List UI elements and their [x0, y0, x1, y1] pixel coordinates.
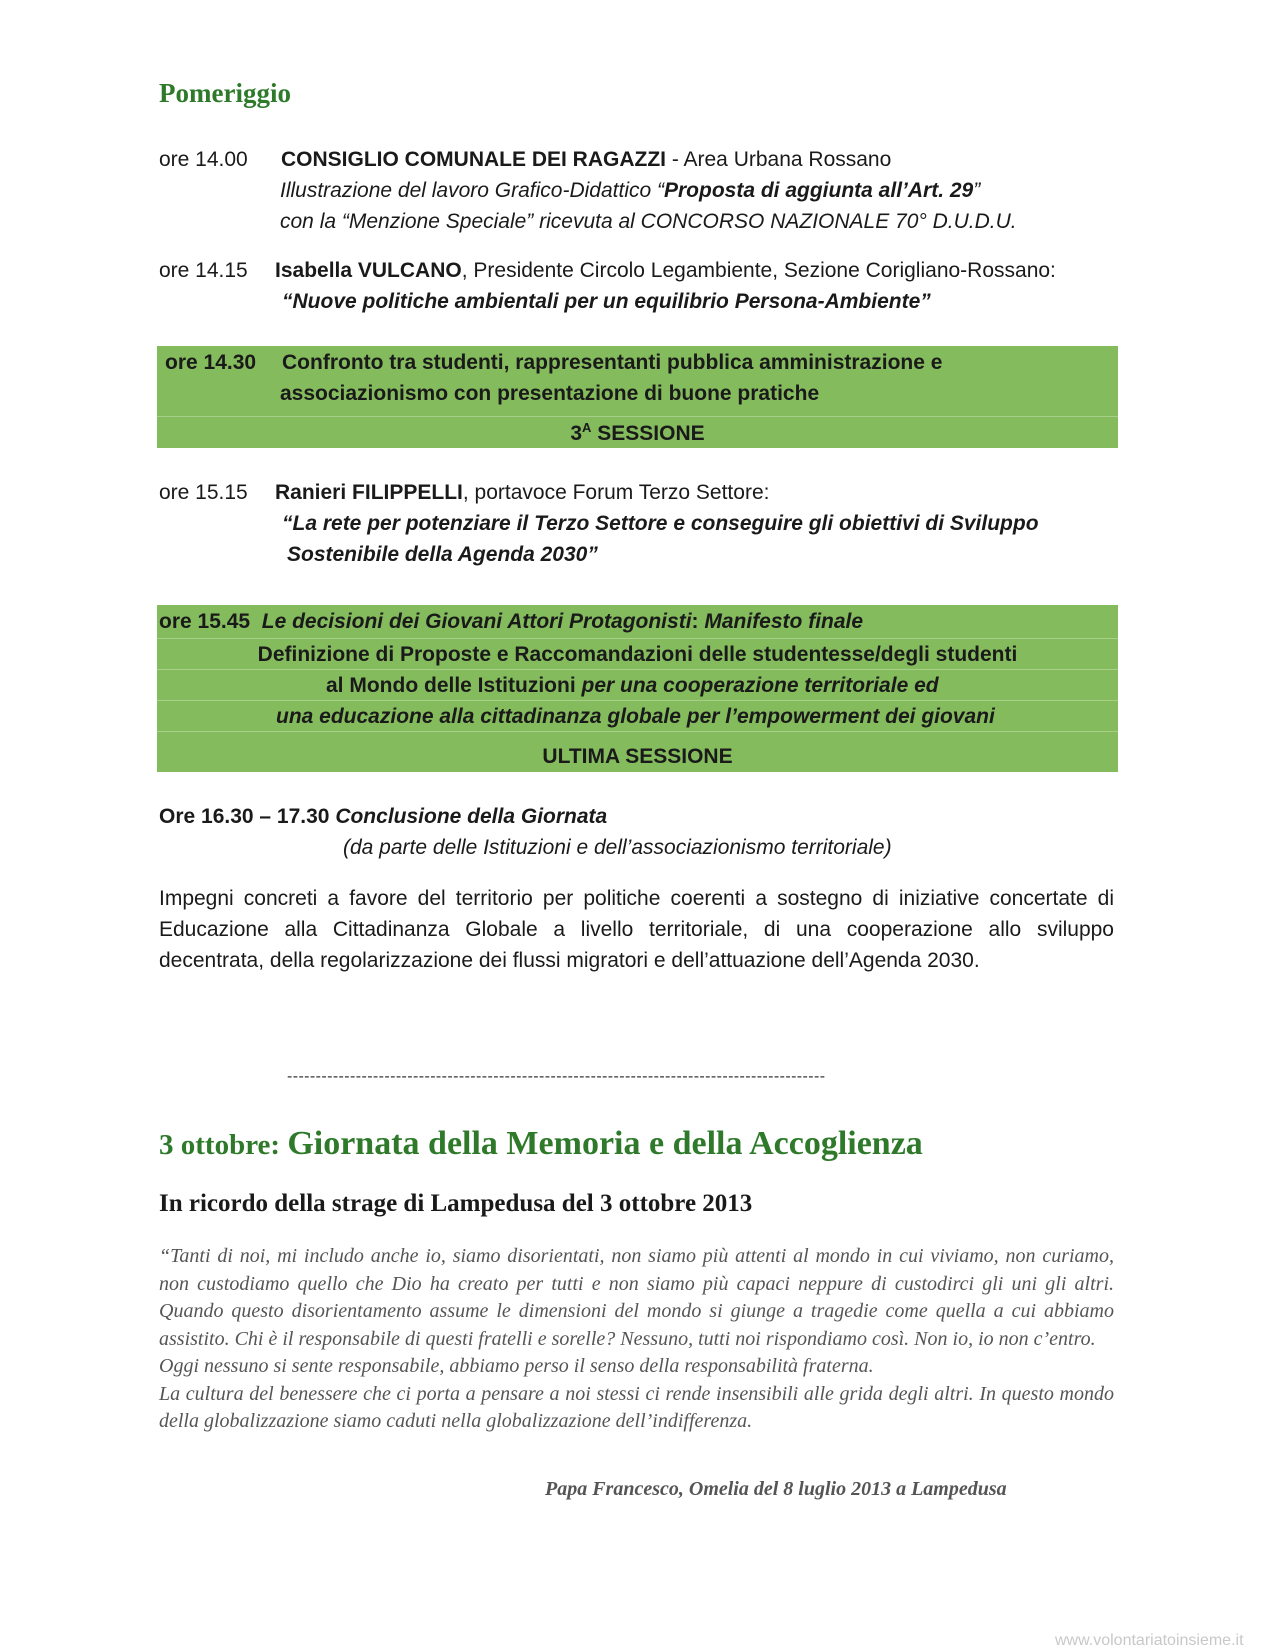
item-line: con la “Menzione Speciale” ricevuta al CONCORSO NAZIONALE 70° D.U.D.U. — [280, 210, 1017, 233]
speaker-role: , portavoce Forum Terzo Settore: — [462, 481, 770, 504]
quote-paragraph: Oggi nessuno si sente responsabile, abbiamo perso il senso della responsabilità fraterna. — [159, 1355, 874, 1377]
session-line — [326, 670, 939, 701]
talk-title: Sostenibile della Agenda 2030” — [287, 543, 598, 566]
quote-attribution: Papa Francesco, Omelia del 8 luglio 2013 a Lampedusa — [545, 1478, 1007, 1500]
item-line-part: Illustrazione del lavoro Grafico-Didattico “ — [280, 179, 664, 202]
item-title — [275, 477, 769, 508]
session-label — [157, 418, 1118, 449]
item-title — [275, 255, 1056, 286]
session-title-italic: Manifesto finale — [704, 610, 864, 633]
memorial-title — [159, 1125, 923, 1163]
session-line: Confronto tra studenti, rappresentanti pubblica amministrazione e — [282, 351, 943, 374]
item-title-rest: - Area Urbana Rossano — [666, 148, 892, 171]
speaker-role: , Presidente Circolo Legambiente, Sezione Corigliano-Rossano: — [461, 259, 1056, 282]
item-time: ore 15.45 — [159, 610, 251, 633]
session-title-line — [159, 606, 863, 637]
closing-item — [159, 801, 607, 832]
memorial-title-date: 3 ottobre: — [159, 1129, 288, 1161]
session-line-italic: per una cooperazione territoriale ed — [581, 674, 939, 697]
session-superscript: A — [582, 420, 592, 435]
item-time: ore 14.00 — [159, 148, 248, 171]
quote-paragraph: La cultura del benessere che ci porta a pensare a noi stessi ci rende insensibili alle grida degli altri. In questo mondo della globalizzazione siamo caduti nella globalizzazione dell’indifferenza. — [159, 1382, 1114, 1432]
session-line-part: al Mondo delle Istituzioni — [326, 674, 582, 697]
session-title-italic: Le decisioni dei Giovani Attori Protagonisti — [261, 610, 692, 633]
body-paragraph: Impegni concreti a favore del territorio per politiche coerenti a sostegno di iniziative concertate di Educazione alla Cittadinanza Globale a livello territoriale, di una cooperazione allo sviluppo decentrata, della regolarizzazione dei flussi migratori e dell’attuazione dell’Agenda 2030. — [159, 887, 1114, 972]
speaker-name: Ranieri FILIPPELLI — [275, 481, 463, 504]
session-line: una educazione alla cittadinanza globale per l’empowerment dei giovani — [276, 705, 995, 728]
watermark: www.volontariatoinsieme.it — [1055, 1632, 1244, 1649]
quote-mark: ” — [920, 290, 931, 313]
memorial-quote — [159, 1243, 1114, 1436]
quote-mark: “ — [282, 290, 293, 313]
item-time: Ore 16.30 – 17.30 — [159, 805, 330, 828]
talk-title: “La rete per potenziare il Terzo Settore e conseguire gli obiettivi di Sviluppo — [282, 512, 1039, 535]
item-time: ore 14.30 — [165, 351, 257, 374]
session-line: associazionismo con presentazione di buone pratiche — [280, 382, 820, 405]
session-label: ULTIMA SESSIONE — [542, 745, 733, 768]
separator: ---------------------------------------------------------------------------------------------- — [287, 1068, 826, 1085]
band-divider — [157, 416, 1118, 417]
speaker-name: Isabella VULCANO — [275, 259, 462, 282]
item-title-bold: CONSIGLIO COMUNALE DEI RAGAZZI — [281, 148, 666, 171]
quote-paragraph: “Tanti di noi, mi includo anche io, siamo disorientati, non siamo più attenti al mondo in cui viviamo, non curiamo, non custodiamo quello che Dio ha creato per tutti e non siamo più capaci neppure di custodirci gli uni gli altri. Quando questo disorientamento assume le dimensioni del mondo si giunge a tragedie come quella a cui abbiamo assistito. Chi è il responsabile di questi fratelli e sorelle? Nessuno, tutti noi rispondiamo così. Non io, io non c’entro. — [159, 1245, 1114, 1350]
talk-title — [282, 286, 931, 317]
session-number: 3 — [570, 422, 583, 445]
item-title: Conclusione della Giornata — [329, 805, 608, 828]
session-title-sep: : — [691, 610, 705, 633]
item-title — [281, 144, 891, 175]
talk-title-text: Nuove politiche ambientali per un equilibrio Persona-Ambiente — [292, 290, 921, 313]
item-time: ore 15.15 — [159, 481, 248, 504]
session-line: Definizione di Proposte e Raccomandazioni delle studentesse/degli studenti — [257, 643, 1018, 666]
item-line — [280, 175, 980, 206]
session-word: SESSIONE — [591, 422, 705, 445]
section-heading: Pomeriggio — [159, 78, 291, 108]
memorial-title-main: Giornata della Memoria e della Accoglienza — [287, 1125, 923, 1162]
closing-note: (da parte delle Istituzioni e dell’associazionismo territoriale) — [343, 836, 892, 859]
item-time: ore 14.15 — [159, 259, 248, 282]
item-line-part: ” — [973, 179, 981, 202]
memorial-subtitle: In ricordo della strage di Lampedusa del 3 ottobre 2013 — [159, 1190, 753, 1217]
item-line-bold: Proposta di aggiunta all’Art. 29 — [664, 179, 974, 202]
